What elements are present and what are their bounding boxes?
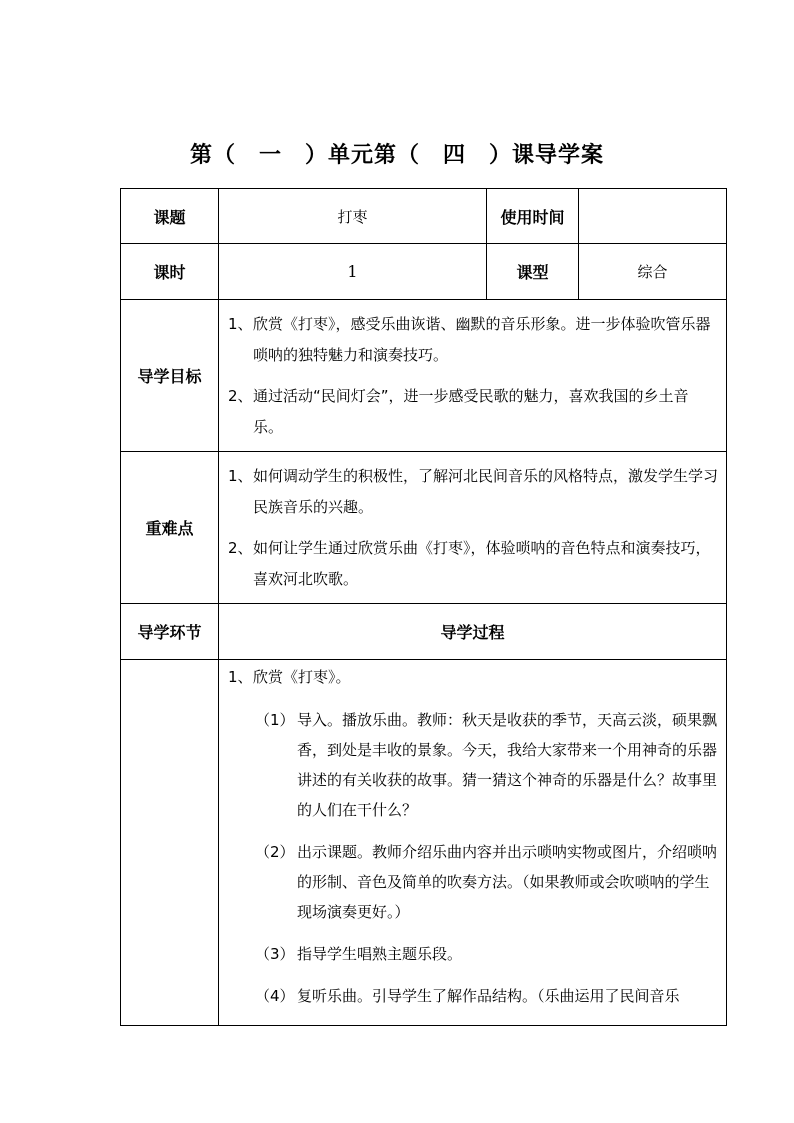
process-heading-text: 欣赏《打枣》。 (253, 668, 351, 686)
topic-value: 打枣 (219, 189, 487, 244)
key-point-number: 1、 (228, 466, 253, 485)
step-number: （2） (255, 843, 295, 861)
process-heading-number: 1、 (228, 668, 253, 686)
step-number: （1） (255, 711, 295, 729)
step-number: （4） (255, 987, 295, 1005)
use-time-value (579, 189, 727, 244)
label-topic: 课题 (121, 189, 219, 244)
page-title: 第（ 一 ）单元第（ 四 ）课导学案 (189, 143, 604, 168)
label-goals: 导学目标 (121, 300, 219, 452)
goal-text: 欣赏《打枣》，感受乐曲诙谐、幽默的音乐形象。进一步体验吹管乐器唢呐的独特魅力和演奏技巧。 (253, 314, 711, 364)
label-lesson-type: 课型 (487, 244, 579, 300)
row-process (121, 660, 727, 1026)
key-point-text: 如何调动学生的积极性，了解河北民间音乐的风格特点，激发学生学习民族音乐的兴趣。 (253, 466, 719, 516)
goal-number: 2、 (228, 386, 253, 405)
key-points-content (219, 452, 727, 604)
process-step (219, 705, 718, 825)
row-period (121, 244, 727, 300)
process-step (219, 981, 718, 1011)
step-text: 复听乐曲。引导学生了解作品结构。（乐曲运用了民间音乐 (297, 987, 680, 1005)
key-point-item (219, 461, 718, 523)
process-link-cell (121, 660, 219, 1026)
row-key-points (121, 452, 727, 604)
step-text: 导入。播放乐曲。教师：秋天是收获的季节，天高云淡，硕果飘香，到处是丰收的景象。今天，我给大家带来一个用神奇的乐器讲述的有关收获的故事。猜一猜这个神奇的乐器是什么？故事里的人们在干什么？ (297, 711, 718, 819)
step-number: （3） (255, 945, 295, 963)
label-use-time: 使用时间 (487, 189, 579, 244)
process-step (219, 939, 718, 969)
lesson-type-value: 综合 (579, 244, 727, 300)
key-point-item (219, 533, 718, 595)
lesson-plan-table (120, 188, 727, 1026)
process-step (219, 837, 718, 927)
label-guide-link: 导学环节 (121, 604, 219, 660)
label-key-points: 重难点 (121, 452, 219, 604)
row-process-header (121, 604, 727, 660)
goal-number: 1、 (228, 314, 253, 333)
row-topic (121, 189, 727, 244)
process-content (219, 660, 727, 1026)
key-point-number: 2、 (228, 538, 253, 557)
goal-item (219, 381, 718, 443)
process-heading (219, 662, 718, 693)
label-guide-process: 导学过程 (219, 604, 727, 660)
step-text: 出示课题。教师介绍乐曲内容并出示唢呐实物或图片，介绍唢呐的形制、音色及简单的吹奏方法。（如果教师或会吹唢呐的学生现场演奏更好。） (297, 843, 718, 921)
goal-item (219, 309, 718, 371)
step-text: 指导学生唱熟主题乐段。 (297, 945, 463, 963)
label-period: 课时 (121, 244, 219, 300)
period-value: 1 (219, 244, 487, 300)
key-point-text: 如何让学生通过欣赏乐曲《打枣》，体验唢呐的音色特点和演奏技巧，喜欢河北吹歌。 (253, 538, 711, 588)
goal-text: 通过活动“民间灯会”，进一步感受民歌的魅力，喜欢我国的乡土音乐。 (253, 386, 689, 436)
row-goals (121, 300, 727, 452)
goals-content (219, 300, 727, 452)
